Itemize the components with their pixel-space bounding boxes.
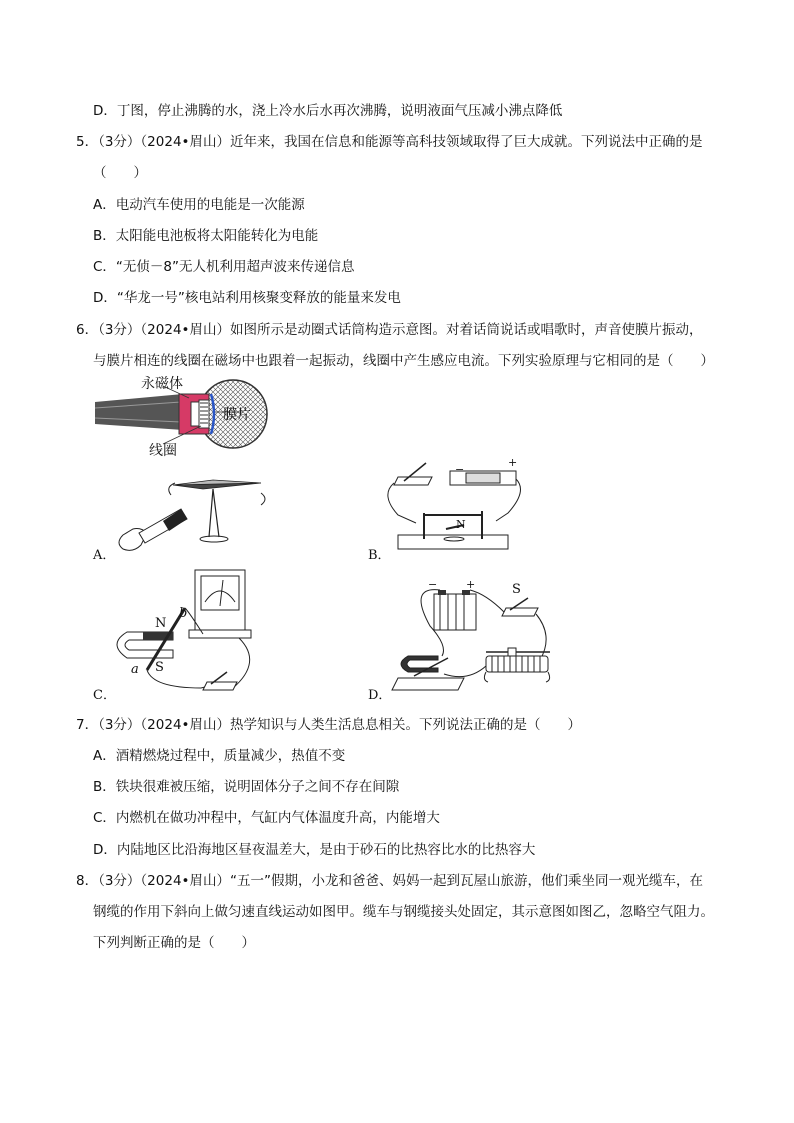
option-a-letter: A． bbox=[93, 548, 116, 563]
q6-figure-b bbox=[368, 455, 538, 563]
battery-plus-d: + bbox=[466, 578, 476, 591]
mic-handle bbox=[95, 394, 183, 430]
q4-option-d: D．丁图，停止沸腾的水，浇上冷水后水再次沸腾，说明液面气压减小沸点降低 bbox=[93, 103, 563, 119]
q6-figure-d bbox=[368, 578, 558, 703]
coil-label: 线圈 bbox=[149, 443, 177, 459]
battery-plus-b: + bbox=[508, 456, 518, 469]
q5-option-b: B．太阳能电池板将太阳能转化为电能 bbox=[93, 228, 319, 244]
q6-figure-a bbox=[93, 475, 293, 563]
q6-stem-continued: 与膜片相连的线圈在磁场中也跟着一起振动，线圈中产生感应电流。下列实验原理与它相同的是（ ） bbox=[93, 353, 714, 369]
dynamic-microphone-figure bbox=[93, 372, 268, 462]
q7-option-a: A．酒精燃烧过程中，质量减少，热值不变 bbox=[93, 748, 346, 764]
q6-stem: 6．（3分）（2024•眉山）如图所示是动圈式话筒构造示意图。对着话筒说话或唱歌时，声音使膜片振动， bbox=[76, 322, 703, 338]
q7-stem: 7．（3分）（2024•眉山）热学知识与人类生活息息相关。下列说法正确的是（ ） bbox=[76, 717, 581, 733]
q7-option-d: D．内陆地区比沿海地区昼夜温差大，是由于砂石的比热容比水的比热容大 bbox=[93, 842, 536, 858]
magnet-south-label: S bbox=[155, 660, 164, 675]
conductor-end-b: b bbox=[179, 606, 188, 621]
q5-option-d: D．“华龙一号”核电站利用核聚变释放的能量来发电 bbox=[93, 290, 401, 306]
q7-option-c: C．内燃机在做功冲程中，气缸内气体温度升高，内能增大 bbox=[93, 810, 440, 826]
conductor-end-a: a bbox=[131, 662, 139, 677]
battery-minus-b: − bbox=[455, 463, 465, 476]
diaphragm-label: 膜片 bbox=[223, 407, 251, 423]
q5-option-c: C．“无侦－8”无人机利用超声波来传递信息 bbox=[93, 259, 355, 275]
q8-stem-continued-2: 下列判断正确的是（ ） bbox=[93, 935, 255, 951]
q7-option-b: B．铁块很难被压缩，说明固体分子之间不存在间隙 bbox=[93, 779, 400, 795]
option-c-letter: C． bbox=[93, 688, 116, 703]
magnet-north-label: N bbox=[155, 616, 167, 631]
q8-stem: 8．（3分）（2024•眉山）“五一”假期，小龙和爸爸、妈妈一起到瓦屋山旅游，他们乘坐同一观光缆车，在 bbox=[76, 873, 703, 889]
magnet-label: 永磁体 bbox=[141, 376, 183, 392]
coil bbox=[199, 400, 209, 428]
option-b-letter: B． bbox=[368, 548, 391, 563]
q5-answer-blank: （ ） bbox=[93, 165, 147, 181]
switch-label-d: S bbox=[512, 582, 521, 597]
q8-stem-continued: 钢缆的作用下斜向上做匀速直线运动如图甲。缆车与钢缆接头处固定，其示意图如图乙，忽略空气阻力。 bbox=[93, 904, 714, 920]
q5-option-a: A．电动汽车使用的电能是一次能源 bbox=[93, 197, 305, 213]
q6-figure-c bbox=[93, 566, 273, 703]
battery-minus-d: − bbox=[428, 578, 438, 591]
q5-stem: 5．（3分）（2024•眉山）近年来，我国在信息和能源等高科技领域取得了巨大成就。下列说法中正确的是 bbox=[76, 134, 703, 150]
needle-north-label: N bbox=[456, 518, 466, 531]
option-d-letter: D． bbox=[368, 688, 392, 703]
